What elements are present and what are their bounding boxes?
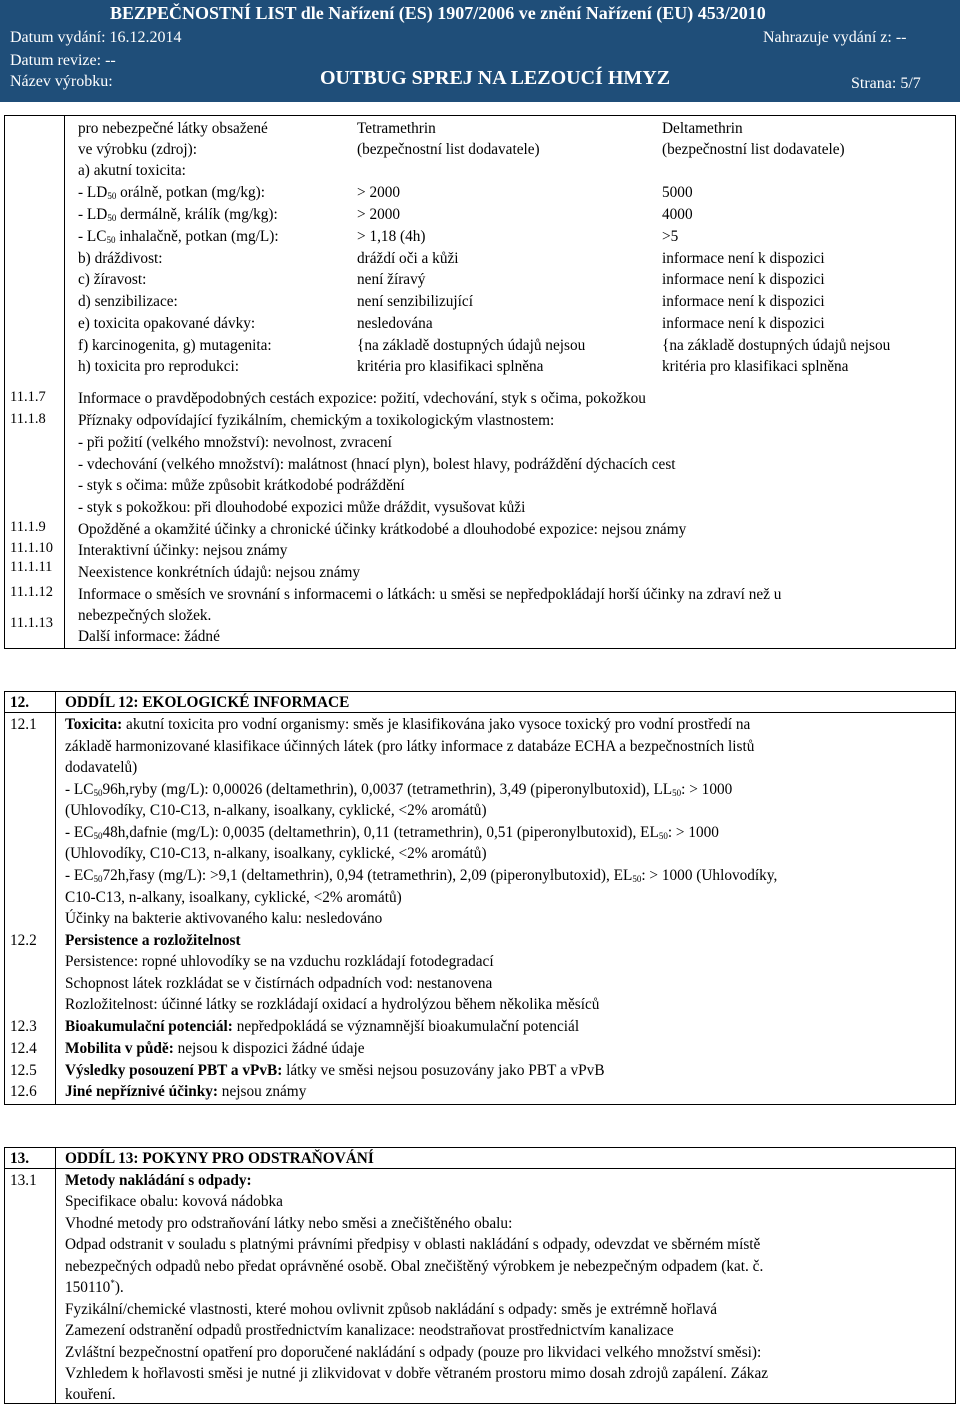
item-12-5: 12.5 xyxy=(10,1062,37,1079)
product-name: OUTBUG SPREJ NA LEZOUCÍ HMYZ xyxy=(320,67,671,89)
item-12-4: 12.4 xyxy=(10,1040,37,1057)
delayed-effects: Opožděné a okamžité účinky a chronické účinky krátkodobé a dlouhodobé expozice: nejsou známy xyxy=(78,521,687,538)
symptoms-heading: Příznaky odpovídající fyzikálním, chemickým a toxikologickým vlastnostem: xyxy=(78,412,555,429)
item-12-6: 12.6 xyxy=(10,1083,37,1100)
section-13-number: 13. xyxy=(10,1150,30,1167)
absence-of-data: Neexistence konkrétních údajů: nejsou známy xyxy=(78,564,361,581)
ld50-oral-deltamethrin: 5000 xyxy=(662,184,693,201)
sensitization-tetramethrin: není senzibilizující xyxy=(357,293,473,310)
ec50-algae-cont: C10-C13, n-alkany, isoalkany, cyklické, <2% aromátů) xyxy=(65,889,402,906)
lc50-inhal-tetramethrin: > 1,18 (4h) xyxy=(357,228,426,245)
deltamethrin-header: Deltamethrin xyxy=(662,120,743,137)
other-info: Další informace: žádné xyxy=(78,628,220,645)
section-12-column-divider xyxy=(55,691,56,1105)
disposal-line-3: 150110*). xyxy=(65,1277,124,1296)
special-precautions-line-2: Vzhledem k hořlavosti směsi je nutné ji zlikvidovat v dobře větraném prostoru mimo dosah zdrojů zapálení. Zákaz xyxy=(65,1365,769,1382)
acute-toxicity-label: a) akutní toxicita: xyxy=(78,162,186,179)
item-12-1: 12.1 xyxy=(10,716,37,733)
ld50-oral-tetramethrin: > 2000 xyxy=(357,184,401,201)
document-header xyxy=(0,0,960,102)
item-11-1-11: 11.1.11 xyxy=(10,559,53,575)
bioaccumulation: Bioakumulační potenciál: nepředpokládá se významnější bioakumulační potenciál xyxy=(65,1018,580,1035)
toxicity-line-2: základě harmonizované klasifikace účinných látek (pro látky informace z databáze ECHA a bezpečnostních listů xyxy=(65,738,755,755)
pbt-assessment: Výsledky posouzení PBT a vPvB: látky ve směsi nejsou posuzovány jako PBT a vPvB xyxy=(65,1062,605,1079)
ld50-oral-label: - $LD_{50}$ orálně, potkan (mg/kg): xyxy=(78,184,265,201)
toxicity-line-3: dodavatelů) xyxy=(65,759,138,776)
item-13-1: 13.1 xyxy=(10,1172,37,1189)
mixture-info-cont: nebezpečných složek. xyxy=(78,607,212,624)
symptom-skin: - styk s pokožkou: při dlouhodobé expozici může dráždit, vysušovat kůži xyxy=(78,499,526,516)
ec50-daphnia-cont: (Uhlovodíky, C10-C13, n-alkany, isoalkany, cyklické, <2% aromátů) xyxy=(65,845,487,862)
physchem-properties: Fyzikální/chemické vlastnosti, které mohou ovlivnit způsob nakládání s odpady: směs je extrémně hořlavá xyxy=(65,1301,718,1318)
persistence-heading: Persistence a rozložitelnost xyxy=(65,932,241,949)
reproduction-label: h) toxicita pro reprodukci: xyxy=(78,358,239,375)
disposal-methods: Vhodné metody pro odstraňování látky nebo směsi a znečištěného obalu: xyxy=(65,1215,513,1232)
item-11-1-12: 11.1.12 xyxy=(10,584,53,600)
tetramethrin-source: (bezpečnostní list dodavatele) xyxy=(357,141,540,158)
item-11-1-8: 11.1.8 xyxy=(10,411,46,427)
deltamethrin-source: (bezpečnostní list dodavatele) xyxy=(662,141,845,158)
item-11-1-13: 11.1.13 xyxy=(10,615,53,631)
interactive-effects: Interaktivní účinky: nejsou známy xyxy=(78,542,288,559)
sewage-avoidance: Zamezení odstranění odpadů prostřednictvím kanalizace: neodstraňovat prostřednictvím kanalizace xyxy=(65,1322,674,1339)
irritation-label: b) dráždivost: xyxy=(78,250,163,267)
section-11-column-divider xyxy=(64,115,65,649)
lc50-inhal-label: - $LC_{50}$ inhalačně, potkan (mg/L): xyxy=(78,228,279,245)
tetramethrin-header: Tetramethrin xyxy=(357,120,436,137)
replaces-issue: Nahrazuje vydání z: -- xyxy=(763,29,907,46)
item-12-3: 12.3 xyxy=(10,1018,37,1035)
lc50-inhal-deltamethrin: >5 xyxy=(662,228,679,245)
corrosion-label: c) žíravost: xyxy=(78,271,147,288)
special-precautions: Zvláštní bezpečnostní opatření pro doporučené nakládání s odpady (pouze pro likvidaci velkého množství směsi): xyxy=(65,1344,762,1361)
ec50-algae: - $EC_{50}72h,řasy$ (mg/L): >9,1 (deltamethrin), 0,94 (tetramethrin), 2,09 (piperonylbutoxid), $EL_{50}$: > 1000 (Uhlovodíky, xyxy=(65,867,778,884)
item-12-2: 12.2 xyxy=(10,932,37,949)
section-12-title: ODDÍL 12: EKOLOGICKÉ INFORMACE xyxy=(65,694,350,711)
carcinogenicity-tetramethrin: {na základě dostupných údajů nejsou xyxy=(357,337,586,354)
symptom-inhalation: - vdechování (velkého množství): malátnost (hnací plyn), bolest hlavy, podráždění dýchacích cest xyxy=(78,456,676,473)
sensitization-label: d) senzibilizace: xyxy=(78,293,178,310)
source-label-1: pro nebezpečné látky obsažené xyxy=(78,120,268,137)
ec50-daphnia: - $EC_{50}48h,dafnie$ (mg/L): 0,0035 (deltamethrin), 0,11 (tetramethrin), 0,51 (piperonylbutoxid), $EL_{50}$: > 1000 xyxy=(65,824,719,841)
irritation-deltamethrin: informace není k dispozici xyxy=(662,250,825,267)
special-precautions-line-3: kouření. xyxy=(65,1386,116,1403)
item-11-1-10: 11.1.10 xyxy=(10,540,53,556)
ld50-dermal-deltamethrin: 4000 xyxy=(662,206,693,223)
corrosion-deltamethrin: informace není k dispozici xyxy=(662,271,825,288)
reproduction-deltamethrin: kritéria pro klasifikaci splněna xyxy=(662,358,849,375)
disposal-line-2: nebezpečných odpadů nebo předat oprávněné osobě. Obal znečištěný výrobkem je nebezpečným odpadem (kat. č. xyxy=(65,1258,764,1275)
repeated-dose-deltamethrin: informace není k dispozici xyxy=(662,315,825,332)
exposure-routes: Informace o pravděpodobných cestách expozice: požití, vdechování, styk s očima, pokožkou xyxy=(78,390,646,407)
disposal-line-1: Odpad odstranit v souladu s platnými právními předpisy v oblasti nakládání s odpady, odevzdat ve sběrném místě xyxy=(65,1236,761,1253)
persistence-line-1: Persistence: ropné uhlovodíky se na vzduchu rozkládají fotodegradací xyxy=(65,953,494,970)
carcinogenicity-deltamethrin: {na základě dostupných údajů nejsou xyxy=(662,337,891,354)
corrosion-tetramethrin: není žíravý xyxy=(357,271,426,288)
persistence-line-3: Rozložitelnost: účinné látky se rozkládají oxidací a hydrolýzou během několika měsíců xyxy=(65,996,600,1013)
document-title: BEZPEČNOSTNÍ LIST dle Nařízení (ES) 1907/2006 ve znění Nařízení (EU) 453/2010 xyxy=(110,3,766,23)
soil-mobility: Mobilita v půdě: nejsou k dispozici žádné údaje xyxy=(65,1040,365,1057)
page-number: Strana: 5/7 xyxy=(851,75,921,92)
repeated-dose-label: e) toxicita opakované dávky: xyxy=(78,315,256,332)
sensitization-deltamethrin: informace není k dispozici xyxy=(662,293,825,310)
ld50-dermal-label: - $LD_{50}$ dermálně, králík (mg/kg): xyxy=(78,206,278,223)
carcinogenicity-label: f) karcinogenita, g) mutagenita: xyxy=(78,337,272,354)
revision-date: Datum revize: -- xyxy=(10,52,116,69)
item-11-1-9: 11.1.9 xyxy=(10,519,46,535)
toxicity-line-1: Toxicita: akutní toxicita pro vodní organismy: směs je klasifikována jako vysoce toxický pro vodní prostředí na xyxy=(65,716,751,733)
irritation-tetramethrin: dráždí oči a kůži xyxy=(357,250,459,267)
reproduction-tetramethrin: kritéria pro klasifikaci splněna xyxy=(357,358,544,375)
symptom-ingestion: - při požití (velkého množství): nevolnost, zvracení xyxy=(78,434,392,451)
packaging-spec: Specifikace obalu: kovová nádobka xyxy=(65,1193,283,1210)
issue-date: Datum vydání: 16.12.2014 xyxy=(10,29,182,46)
section-13-title: ODDÍL 13: POKYNY PRO ODSTRAŇOVÁNÍ xyxy=(65,1150,374,1167)
symptom-eye: - styk s očima: může způsobit krátkodobé podráždění xyxy=(78,477,405,494)
repeated-dose-tetramethrin: nesledována xyxy=(357,315,433,332)
other-adverse-effects: Jiné nepříznivé účinky: nejsou známy xyxy=(65,1083,307,1100)
source-label-2: ve výrobku (zdroj): xyxy=(78,141,197,158)
bacteria-effects: Účinky na bakterie aktivovaného kalu: nesledováno xyxy=(65,910,383,927)
waste-methods-heading: Metody nakládání s odpady: xyxy=(65,1172,252,1189)
mixture-info: Informace o směsích ve srovnání s informacemi o látkách: u směsi se nepředpokládají horší účinky na zdraví než u xyxy=(78,586,782,603)
lc50-fish: - $LC_{50}96h,ryby$ (mg/L): 0,00026 (deltamethrin), 0,0037 (tetramethrin), 3,49 (piperonylbutoxid), $LL_{50}$: > 1000 xyxy=(65,781,733,798)
product-label: Název výrobku: xyxy=(10,73,113,90)
ld50-dermal-tetramethrin: > 2000 xyxy=(357,206,401,223)
lc50-fish-cont: (Uhlovodíky, C10-C13, n-alkany, isoalkany, cyklické, <2% aromátů) xyxy=(65,802,487,819)
persistence-line-2: Schopnost látek rozkládat se v čistírnách odpadních vod: nestanovena xyxy=(65,975,493,992)
section-12-number: 12. xyxy=(10,694,30,711)
item-11-1-7: 11.1.7 xyxy=(10,389,46,405)
section-13-column-divider xyxy=(55,1147,56,1404)
